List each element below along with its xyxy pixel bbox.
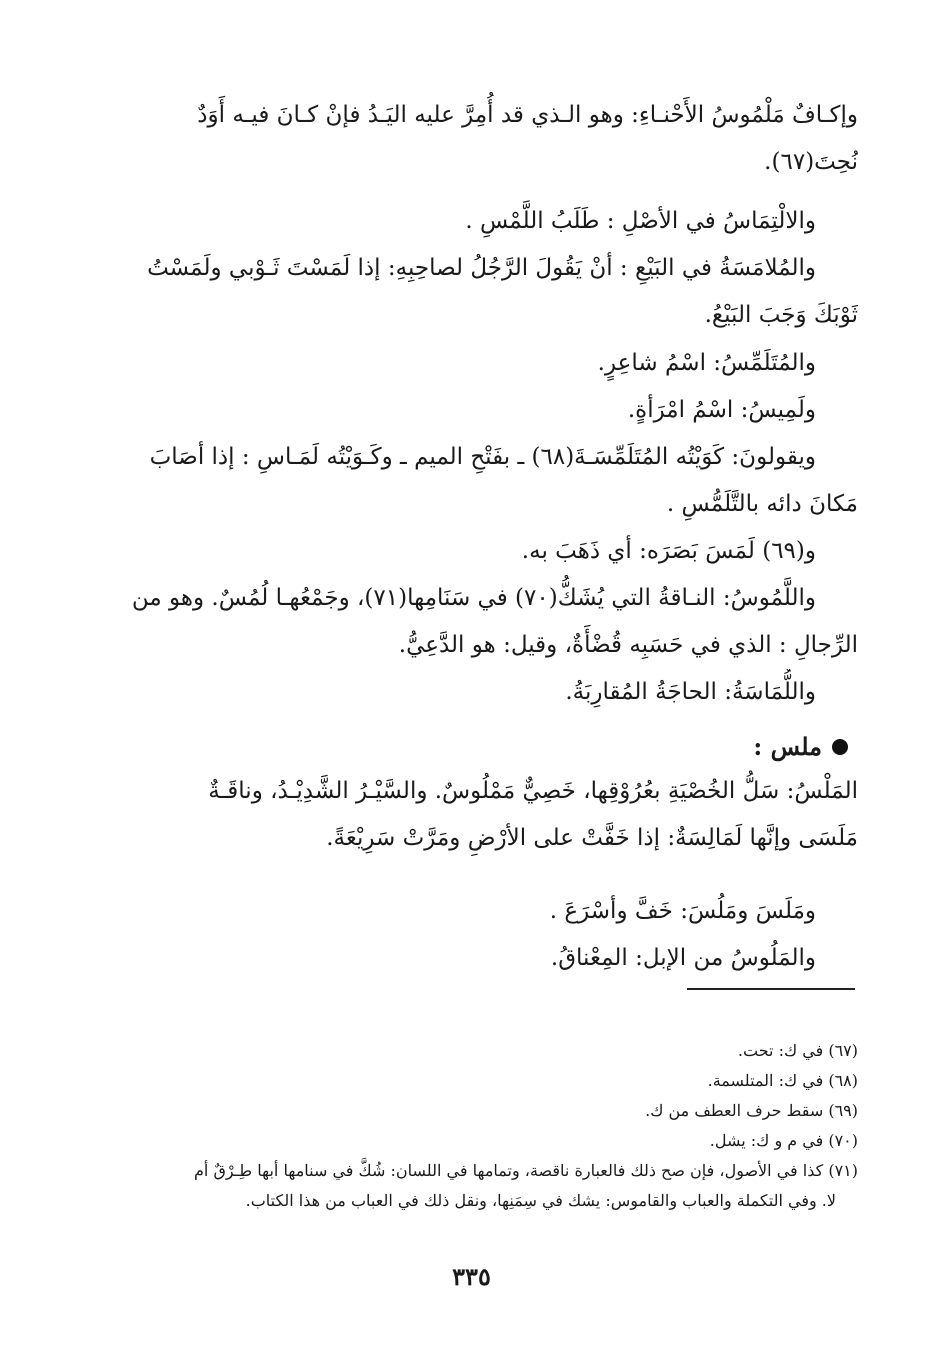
text-line: المَلْسُ: سَلُّ الخُصْيَةِ بعُرُوْقِها، خَصِيٌّ مَمْلُوسٌ. والسَّيْـرُ الشَّدِيْـدُ، وناقَـةٌ bbox=[208, 778, 858, 804]
text-line: ثَوْبَكَ وَجَبَ البَيْعُ. bbox=[704, 302, 858, 328]
bullet-icon bbox=[832, 739, 848, 755]
footnote: (٦٧) في ك: تحت. bbox=[737, 1041, 858, 1060]
page-number: ٣٣٥ bbox=[452, 1262, 491, 1291]
text-line: واللُّمَاسَةُ: الحاجَةُ المُقارِبَةُ. bbox=[565, 679, 816, 705]
paragraph-6 bbox=[128, 888, 858, 982]
text-line: ويقولونَ: كَوَيْتُه المُتَلَمِّسَـةَ(٦٨) ـ بفَتْحِ الميم ـ وكَـوَيْتُه لَمَـاسِ : إذا أصَابَ bbox=[149, 444, 816, 470]
paragraph-5 bbox=[128, 768, 858, 862]
text-line: والالْتِمَاسُ في الأصْلِ : طَلَبُ اللَّمْسِ . bbox=[465, 208, 816, 234]
text-line: والمُتَلَمِّسُ: اسْمُ شاعِرٍ. bbox=[597, 350, 816, 376]
section-heading-label: ملس : bbox=[753, 732, 822, 761]
paragraph-2 bbox=[128, 198, 858, 339]
paragraph-1 bbox=[128, 92, 858, 186]
text-line: وإكـافٌ مَلْمُوسُ الأَحْنـاءِ: وهو الـذي قد أُمِرَّ عليه اليَـدُ فإنْ كـانَ فيـه أَوَدٌ bbox=[197, 102, 858, 128]
footnotes bbox=[128, 1036, 858, 1216]
section-heading bbox=[753, 732, 848, 761]
text-line: نُحِتَ(٦٧). bbox=[764, 149, 858, 175]
footnote: (٧١) كذا في الأصول، فإن صح ذلك فالعبارة ناقصة، وتمامها في اللسان: شُكَّ في سنامها أبها طِـرْقٌ أم bbox=[194, 1161, 858, 1180]
text-line: والمَلُوسُ من الإبل: المِعْناقُ. bbox=[550, 945, 816, 971]
footnote-divider bbox=[687, 988, 855, 990]
paragraph-4 bbox=[128, 528, 858, 716]
text-line: والمُلامَسَةُ في البَيْعِ : أنْ يَقُولَ الرَّجُلُ لصاحِبِهِ: إذا لَمَسْتَ ثَـوْبي ولَمَسْتُ bbox=[147, 255, 816, 281]
text-line: مَكانَ دائه بالتَّلَمُّسِ . bbox=[666, 491, 858, 517]
footnote: (٦٨) في ك: المتلسمة. bbox=[707, 1071, 858, 1090]
text-line: مَلَسَى وإنَّها لَمَالِسَةٌ: إذا خَفَّتْ على الأرْضِ ومَرَّتْ سَرِيْعَةً. bbox=[326, 825, 858, 851]
footnote: (٧٠) في م و ك: يشل. bbox=[709, 1131, 858, 1150]
text-line: الرِّجالِ : الذي في حَسَبِه قُضْأَةٌ، وقيل: هو الدَّعِيُّ. bbox=[398, 632, 858, 658]
paragraph-3 bbox=[128, 340, 858, 528]
footnote: (٦٩) سقط حرف العطف من ك. bbox=[645, 1101, 858, 1120]
footnote-continuation: لا. وفي التكملة والعباب والقاموس: يشك في سِمَنِها، ونقل ذلك في العباب من هذا الكتاب. bbox=[245, 1191, 836, 1210]
text-line: واللَّمُوسُ: النـاقةُ التي يُشَكُّ(٧٠) في سَنَامِها(٧١)، وجَمْعُهـا لُمُسٌ. وهو من bbox=[131, 585, 816, 611]
text-line: ولَمِيسُ: اسْمُ امْرَأةٍ. bbox=[627, 397, 816, 423]
text-line: و(٦٩) لَمَسَ بَصَرَه: أي ذَهَبَ به. bbox=[521, 538, 816, 564]
text-line: ومَلَسَ ومَلُسَ: خَفَّ وأسْرَعَ . bbox=[549, 898, 816, 924]
